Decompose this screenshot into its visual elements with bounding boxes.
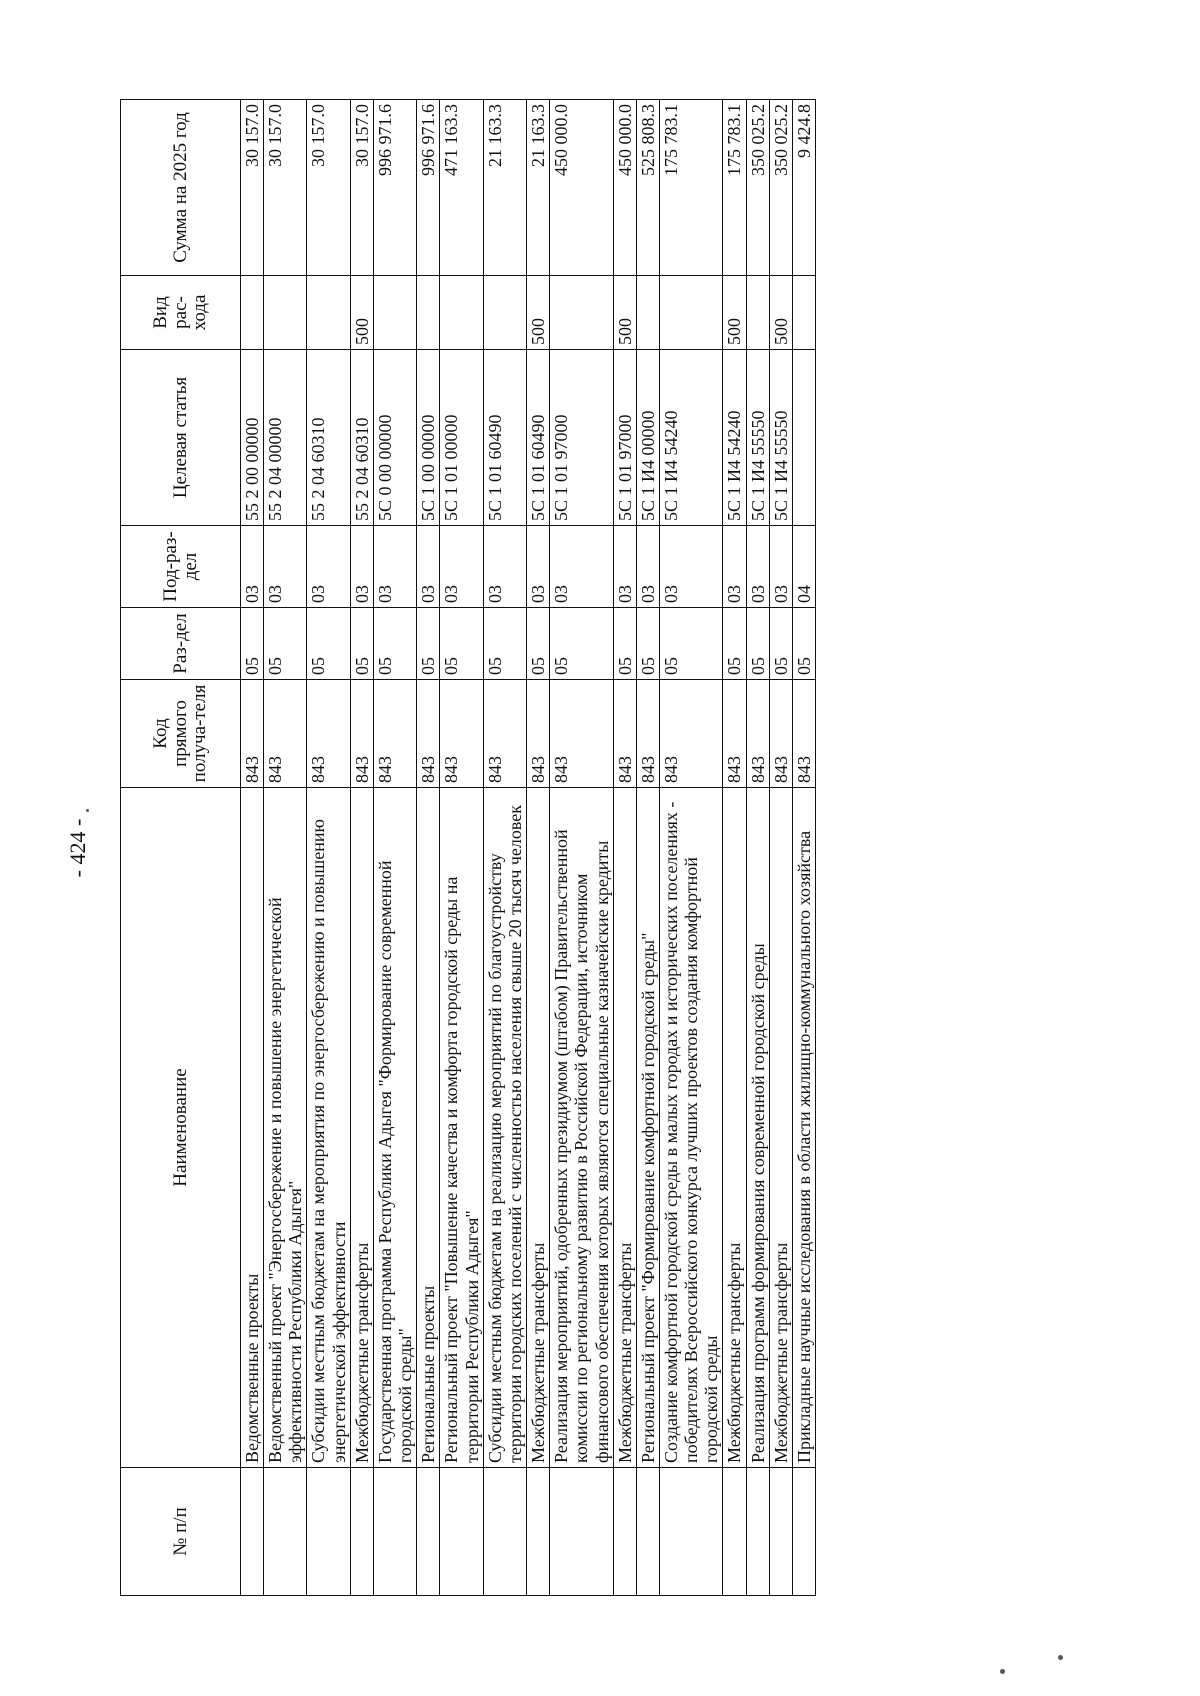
cell-name: Региональные проекты xyxy=(417,788,440,1468)
table-row xyxy=(527,100,550,1596)
table-body xyxy=(241,100,816,1596)
cell-recipient: 843 xyxy=(659,680,722,788)
cell-expense: 500 xyxy=(350,276,373,350)
cell-recipient: 843 xyxy=(264,680,307,788)
table-row xyxy=(307,100,350,1596)
budget-table xyxy=(120,99,816,1596)
cell-recipient: 843 xyxy=(307,680,350,788)
cell-section: 05 xyxy=(792,608,815,680)
cell-name: Межбюджетные трансферты xyxy=(723,788,746,1468)
cell-subsection: 03 xyxy=(241,526,264,608)
cell-num xyxy=(350,1468,373,1596)
table-row xyxy=(350,100,373,1596)
cell-amount: 450 000.0 xyxy=(613,100,636,276)
rotated-page-content xyxy=(120,100,1060,1596)
cell-target: 5С 0 00 00000 xyxy=(373,350,416,526)
table-row xyxy=(417,100,440,1596)
cell-num xyxy=(769,1468,792,1596)
cell-amount: 350 025.2 xyxy=(769,100,792,276)
cell-expense xyxy=(307,276,350,350)
cell-target: 5С 1 01 60490 xyxy=(483,350,526,526)
cell-subsection: 03 xyxy=(636,526,659,608)
cell-section: 05 xyxy=(769,608,792,680)
cell-target: 5С 1 01 60490 xyxy=(527,350,550,526)
cell-expense xyxy=(550,276,613,350)
cell-amount: 175 783.1 xyxy=(723,100,746,276)
cell-target: 55 2 04 60310 xyxy=(350,350,373,526)
cell-section: 05 xyxy=(417,608,440,680)
cell-expense: 500 xyxy=(527,276,550,350)
cell-subsection: 03 xyxy=(307,526,350,608)
cell-target: 5С 1 01 97000 xyxy=(613,350,636,526)
scan-speck xyxy=(86,809,89,812)
cell-name: Реализация программ формирования современной городской среды xyxy=(746,788,769,1468)
cell-subsection: 03 xyxy=(613,526,636,608)
cell-target: 5С 1 И4 55550 xyxy=(746,350,769,526)
cell-section: 05 xyxy=(550,608,613,680)
cell-section: 05 xyxy=(241,608,264,680)
cell-target: 5С 1 И4 55550 xyxy=(769,350,792,526)
cell-amount: 350 025.2 xyxy=(746,100,769,276)
cell-target: 55 2 04 60310 xyxy=(307,350,350,526)
header-target: Целевая статья xyxy=(121,350,241,526)
header-recipient: Код прямого получа-теля xyxy=(121,680,241,788)
cell-name: Субсидии местным бюджетам на мероприятия по энергосбережению и повышению энергетической эффективности xyxy=(307,788,350,1468)
table-row xyxy=(373,100,416,1596)
cell-amount: 996 971.6 xyxy=(417,100,440,276)
cell-subsection: 03 xyxy=(769,526,792,608)
cell-target: 5С 1 01 00000 xyxy=(440,350,483,526)
cell-recipient: 843 xyxy=(636,680,659,788)
cell-recipient: 843 xyxy=(746,680,769,788)
cell-name: Создание комфортной городской среды в малых городах и исторических поселениях - победителях Всероссийского конкурса лучших проектов создания комфортной городской среды xyxy=(659,788,722,1468)
header-name: Наименование xyxy=(121,788,241,1468)
cell-section: 05 xyxy=(636,608,659,680)
cell-num xyxy=(483,1468,526,1596)
cell-name: Межбюджетные трансферты xyxy=(527,788,550,1468)
table-row xyxy=(483,100,526,1596)
scan-speck xyxy=(1000,1669,1005,1674)
cell-name: Ведомственные проекты xyxy=(241,788,264,1468)
cell-num xyxy=(613,1468,636,1596)
table-row xyxy=(550,100,613,1596)
cell-section: 05 xyxy=(659,608,722,680)
cell-amount: 21 163.3 xyxy=(527,100,550,276)
cell-amount: 471 163.3 xyxy=(440,100,483,276)
cell-recipient: 843 xyxy=(440,680,483,788)
cell-expense xyxy=(636,276,659,350)
cell-expense xyxy=(483,276,526,350)
page-number: - 424 - xyxy=(65,818,90,878)
cell-subsection: 03 xyxy=(264,526,307,608)
cell-num xyxy=(527,1468,550,1596)
cell-section: 05 xyxy=(440,608,483,680)
cell-name: Межбюджетные трансферты xyxy=(769,788,792,1468)
cell-section: 05 xyxy=(723,608,746,680)
cell-section: 05 xyxy=(746,608,769,680)
table-row xyxy=(659,100,722,1596)
cell-num xyxy=(440,1468,483,1596)
cell-section: 05 xyxy=(373,608,416,680)
cell-subsection: 03 xyxy=(483,526,526,608)
cell-name: Ведомственный проект "Энергосбережение и повышение энергетической эффективности Республики Адыгея" xyxy=(264,788,307,1468)
cell-recipient: 843 xyxy=(241,680,264,788)
cell-recipient: 843 xyxy=(550,680,613,788)
cell-name: Межбюджетные трансферты xyxy=(350,788,373,1468)
cell-section: 05 xyxy=(527,608,550,680)
table-row xyxy=(636,100,659,1596)
cell-num xyxy=(792,1468,815,1596)
cell-target xyxy=(792,350,815,526)
table-row xyxy=(723,100,746,1596)
cell-name: Региональный проект "Повышение качества и комфорта городской среды на территории Республики Адыгея" xyxy=(440,788,483,1468)
cell-section: 05 xyxy=(307,608,350,680)
cell-num xyxy=(417,1468,440,1596)
cell-amount: 30 157.0 xyxy=(307,100,350,276)
cell-num xyxy=(746,1468,769,1596)
cell-num xyxy=(659,1468,722,1596)
cell-name: Субсидии местным бюджетам на реализацию мероприятий по благоустройству территории городских поселений с численностью населения свыше 20 тысяч человек xyxy=(483,788,526,1468)
cell-target: 5С 1 И4 54240 xyxy=(723,350,746,526)
cell-expense: 500 xyxy=(723,276,746,350)
cell-target: 55 2 00 00000 xyxy=(241,350,264,526)
cell-expense xyxy=(792,276,815,350)
cell-name: Региональный проект "Формирование комфортной городской среды" xyxy=(636,788,659,1468)
cell-recipient: 843 xyxy=(350,680,373,788)
table-row xyxy=(613,100,636,1596)
cell-section: 05 xyxy=(264,608,307,680)
cell-recipient: 843 xyxy=(723,680,746,788)
cell-expense xyxy=(241,276,264,350)
cell-subsection: 03 xyxy=(550,526,613,608)
cell-recipient: 843 xyxy=(483,680,526,788)
cell-expense xyxy=(373,276,416,350)
cell-target: 5С 1 И4 54240 xyxy=(659,350,722,526)
cell-recipient: 843 xyxy=(417,680,440,788)
cell-num xyxy=(241,1468,264,1596)
cell-recipient: 843 xyxy=(769,680,792,788)
cell-subsection: 04 xyxy=(792,526,815,608)
cell-name: Государственная программа Республики Адыгея "Формирование современной городской среды" xyxy=(373,788,416,1468)
cell-num xyxy=(550,1468,613,1596)
cell-num xyxy=(723,1468,746,1596)
cell-section: 05 xyxy=(350,608,373,680)
cell-amount: 30 157.0 xyxy=(264,100,307,276)
cell-expense xyxy=(746,276,769,350)
scan-speck xyxy=(1058,1655,1063,1660)
cell-subsection: 03 xyxy=(440,526,483,608)
table-row xyxy=(241,100,264,1596)
cell-num xyxy=(636,1468,659,1596)
cell-target: 5С 1 00 00000 xyxy=(417,350,440,526)
cell-num xyxy=(307,1468,350,1596)
cell-expense: 500 xyxy=(769,276,792,350)
table-row xyxy=(746,100,769,1596)
header-expense: Вид рас-хода xyxy=(121,276,241,350)
cell-subsection: 03 xyxy=(350,526,373,608)
cell-amount: 996 971.6 xyxy=(373,100,416,276)
cell-section: 05 xyxy=(483,608,526,680)
cell-target: 5С 1 И4 00000 xyxy=(636,350,659,526)
cell-num xyxy=(373,1468,416,1596)
cell-target: 55 2 04 00000 xyxy=(264,350,307,526)
cell-expense xyxy=(440,276,483,350)
cell-expense: 500 xyxy=(613,276,636,350)
cell-amount: 30 157.0 xyxy=(350,100,373,276)
cell-recipient: 843 xyxy=(373,680,416,788)
cell-num xyxy=(264,1468,307,1596)
cell-amount: 21 163.3 xyxy=(483,100,526,276)
table-row xyxy=(769,100,792,1596)
cell-subsection: 03 xyxy=(723,526,746,608)
cell-expense xyxy=(659,276,722,350)
cell-name: Реализация мероприятий, одобренных президиумом (штабом) Правительственной комиссии по региональному развитию в Российской Федерации, источником финансового обеспечения которых являются специальные казначейские кредиты xyxy=(550,788,613,1468)
cell-amount: 9 424.8 xyxy=(792,100,815,276)
table-header xyxy=(121,100,241,1596)
cell-amount: 30 157.0 xyxy=(241,100,264,276)
header-amount: Сумма на 2025 год xyxy=(121,100,241,276)
cell-subsection: 03 xyxy=(746,526,769,608)
cell-subsection: 03 xyxy=(527,526,550,608)
cell-expense xyxy=(264,276,307,350)
cell-amount: 175 783.1 xyxy=(659,100,722,276)
cell-name: Межбюджетные трансферты xyxy=(613,788,636,1468)
header-section: Раз-дел xyxy=(121,608,241,680)
cell-section: 05 xyxy=(613,608,636,680)
cell-recipient: 843 xyxy=(613,680,636,788)
cell-subsection: 03 xyxy=(417,526,440,608)
cell-recipient: 843 xyxy=(792,680,815,788)
cell-amount: 450 000.0 xyxy=(550,100,613,276)
cell-expense xyxy=(417,276,440,350)
cell-target: 5С 1 01 97000 xyxy=(550,350,613,526)
header-subsection: Под-раз-дел xyxy=(121,526,241,608)
cell-name: Прикладные научные исследования в области жилищно-коммунального хозяйства xyxy=(792,788,815,1468)
cell-subsection: 03 xyxy=(373,526,416,608)
header-num: № п/п xyxy=(121,1468,241,1596)
cell-subsection: 03 xyxy=(659,526,722,608)
table-row xyxy=(264,100,307,1596)
table-row xyxy=(440,100,483,1596)
cell-amount: 525 808.3 xyxy=(636,100,659,276)
table-row xyxy=(792,100,815,1596)
cell-recipient: 843 xyxy=(527,680,550,788)
